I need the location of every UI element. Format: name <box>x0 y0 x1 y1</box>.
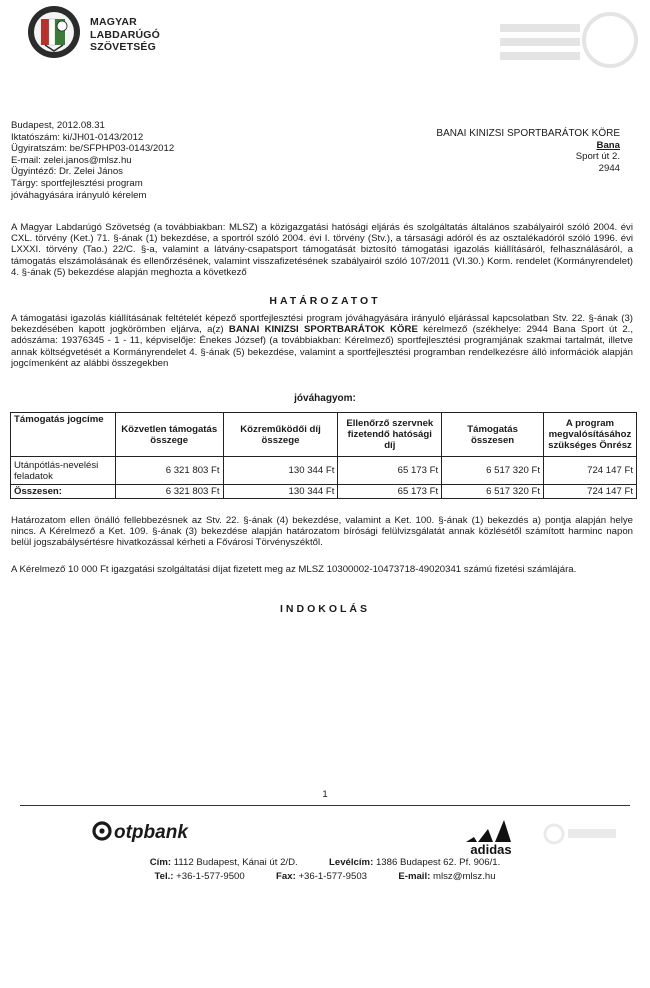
recipient-address <box>436 128 620 174</box>
postal-address-label: Levélcím: <box>329 857 374 868</box>
mlsz-crest-logo <box>27 5 81 59</box>
table-header-cell: Támogatás jogcíme <box>11 413 116 457</box>
postal-address-value: 1386 Budapest 62. Pf. 906/1. <box>375 857 501 868</box>
footer-line-2 <box>0 870 650 884</box>
organization-name <box>90 16 160 54</box>
table-cell: 130 344 Ft <box>223 485 338 499</box>
table-total-row <box>11 485 637 499</box>
decision-club-name: BANAI KINIZSI SPORTBARÁTOK KÖRE <box>228 324 418 336</box>
table-cell: 6 321 803 Ft <box>115 485 223 499</box>
decision-paragraph <box>11 313 633 369</box>
decision-heading: HATÁROZATOT <box>269 295 381 307</box>
document-meta <box>11 120 174 201</box>
recipient-name: BANAI KINIZSI SPORTBARÁTOK KÖRE <box>436 128 620 139</box>
fax-label: Fax: <box>276 871 296 882</box>
footer-line-1 <box>0 856 650 870</box>
email-line: E-mail: zelei.janos@mlsz.hu <box>11 154 132 166</box>
address-label: Cím: <box>149 857 172 868</box>
table-header-cell: A program megvalósításához szükséges Önrész <box>543 413 636 457</box>
table-header-cell: Támogatás összesen <box>442 413 544 457</box>
phone-label: Tel.: <box>154 871 174 882</box>
footer-divider <box>20 805 630 806</box>
table-header-cell: Közvetlen támogatás összege <box>115 413 223 457</box>
table-cell: Utánpótlás-nevelési feladatok <box>11 457 116 485</box>
ugyiratszam-line: Ügyiratszám: be/SFPHP03-0143/2012 <box>11 143 175 155</box>
footer-contacts <box>0 856 650 884</box>
table-header-cell: Ellenőrző szervnek fizetendő hatósági díj <box>338 413 442 457</box>
fee-paragraph: A Kérelmező 10 000 Ft igazgatási szolgáltatási díjat fizetett meg az MLSZ 10300002-10473718-49020341 számú fizetési számlájára. <box>11 564 577 575</box>
reasoning-heading: INDOKOLÁS <box>280 603 370 615</box>
recipient-city: Bana <box>596 139 620 151</box>
table-cell: 6 517 320 Ft <box>442 485 544 499</box>
intro-paragraph: A Magyar Labdarúgó Szövetség (a továbbiakban: MLSZ) a közigazgatási hatósági eljárás és szolgáltatás általános szabályairól szóló 2004. évi CXL. törvény (Ket.) 71. §-ának (1) bekezdése, a sportról szóló 2004. évi I. törvény (Stv.), a társasági adóról és az osztalékadóról szóló 1996. évi LXXXI. törvény (Tao.) 22/C. §-a, valamint a látvány-csapatsport támogatását biztosító támogatási igazolás kiállításáról, felhasználásáról, a támogatás elszámolásának és ellenőrzésének, valamint visszafizetésének szabályairól szóló 107/2011 (VI.30.) Korm. rendelet (Kormányrendelet) 4. §-ának (5) bekezdése alapján meghozta a következő <box>11 222 633 278</box>
email-label: E-mail: <box>398 871 431 882</box>
ugyintezo-line: Ügyintéző: Dr. Zelei János <box>11 166 123 178</box>
table-header-row <box>11 413 637 457</box>
phone-value: +36-1-577-9500 <box>176 871 245 882</box>
bleed-through-watermark <box>470 10 640 70</box>
table-cell: 724 147 Ft <box>543 485 636 499</box>
table-cell: 65 173 Ft <box>338 485 442 499</box>
recipient-street: Sport út 2. <box>575 151 620 163</box>
page-number: 1 <box>322 789 328 800</box>
support-amounts-table <box>10 412 637 499</box>
table-cell: 130 344 Ft <box>223 457 338 485</box>
recipient-zip: 2944 <box>598 162 620 174</box>
decision-text-before: A támogatási igazolás kiállításának feltételét képező sportfejlesztési program jóváhagyására irányuló eljárással kapcsolatban Stv. 22. §-ának (3) bekezdésében kapott jogkörömben eljárva, a(z) <box>11 313 633 336</box>
bleed-through-mark <box>540 820 620 860</box>
table-cell: Összesen: <box>11 485 116 499</box>
decision-text-after: kérelmező (székhelye: 2944 Bana Sport út 2., adószáma: 19376345 - 1 - 11, képviselője: Énekes József) (a továbbiakban: Kérelmező) sportfejlesztési programjának szakmai tartalmát, illetve annak költségvetését a Kormányrendelet 4. §-ának (5) bekezdése, valamint a sportfejlesztési programban rendelkezésre álló információk alapján jogcímenként az alábbi összegekben <box>11 324 633 369</box>
table-header-cell: Közreműködői díj összege <box>223 413 338 457</box>
adidas-logo <box>458 816 524 856</box>
org-line-2: LABDARÚGÓ <box>90 28 161 41</box>
iktatoszam-line: Iktatószám: ki/JH01-0143/2012 <box>11 131 144 143</box>
table-cell: 65 173 Ft <box>338 457 442 485</box>
address-value: 1112 Budapest, Kánai út 2/D. <box>173 857 298 868</box>
table-cell: 6 321 803 Ft <box>115 457 223 485</box>
table-cell: 6 517 320 Ft <box>442 457 544 485</box>
org-line-3: SZÖVETSÉG <box>90 41 156 53</box>
adidas-wordmark: adidas <box>470 842 512 856</box>
approved-label: jóváhagyom: <box>294 393 356 404</box>
otpbank-wordmark: otpbank <box>114 822 188 843</box>
fax-value: +36-1-577-9503 <box>298 871 367 882</box>
subject-line-2: jóváhagyására irányuló kérelem <box>11 189 147 201</box>
subject-line-1: Tárgy: sportfejlesztési program <box>11 177 143 189</box>
appeal-paragraph: Határozatom ellen önálló fellebbezésnek az Stv. 22. §-ának (4) bekezdése, valamint a Ket. 100. §-ának (1) bekezdés a) pontja alapján helye nincs. A Kérelmező a Ket. 109. §-ának (3) bekezdése alapján határozatom bírósági felülvizsgálatát annak közlésétől számított harminc napon belül jogszabálysértésre hivatkozással kérheti a Fővárosi Törvényszéktől. <box>11 515 633 549</box>
table-cell: 724 147 Ft <box>543 457 636 485</box>
org-line-1: MAGYAR <box>90 16 137 28</box>
otpbank-logo <box>92 818 202 844</box>
email-value[interactable]: mlsz@mlsz.hu <box>433 871 496 882</box>
date-line: Budapest, 2012.08.31 <box>11 120 105 131</box>
table-row <box>11 457 637 485</box>
